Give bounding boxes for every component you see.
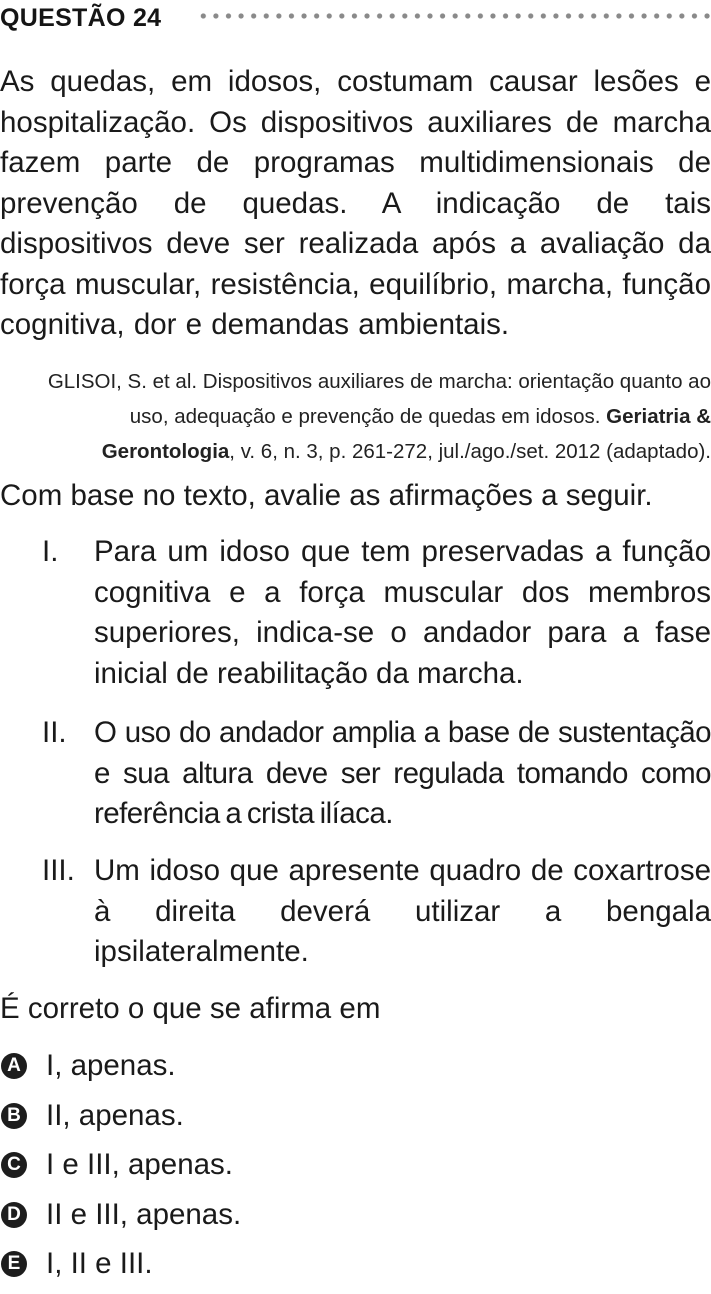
- statement-item: [0, 532, 711, 694]
- option-b[interactable]: [0, 1096, 711, 1146]
- instruction-text: Com base no texto, avalie as afirmações a seguir.: [0, 479, 653, 512]
- source-citation: [14, 364, 711, 469]
- citation-text: GLISOI, S. et al. Dispositivos auxiliares de marcha: orientação quanto ao uso, adequação e prevenção de quedas em idosos.: [47, 370, 711, 428]
- option-d-text: II e III, apenas.: [46, 1197, 242, 1231]
- option-c-text: I e III, apenas.: [46, 1148, 233, 1181]
- option-b-badge: B: [1, 1103, 27, 1129]
- question-stem: As quedas, em idosos, costumam causar lesões e hospitalização. Os dispositivos auxiliares de marcha fazem parte de programas multidimensionais de prevenção de quedas. A indicação de tais dispositivos deve ser realizada após a avaliação da força muscular, resistência, equilíbrio, marcha, função cognitiva, dor e demandas ambientais.: [0, 65, 711, 341]
- option-e-text: I, II e III.: [46, 1247, 153, 1280]
- statement-text: Para um idoso que tem preservadas a função cognitiva e a força muscular dos membros superiores, indica-se o andador para a fase inicial de reabilitação da marcha.: [94, 535, 711, 690]
- option-c[interactable]: [0, 1145, 711, 1195]
- question-title: QUESTÃO 24: [0, 4, 162, 32]
- option-a-text: I, apenas.: [46, 1049, 176, 1082]
- citation-details: , v. 6, n. 3, p. 261-272, jul./ago./set. 2012 (adaptado).: [229, 440, 711, 463]
- statement-numeral: I.: [42, 535, 59, 568]
- option-a-badge: A: [1, 1053, 27, 1079]
- citation-journal: Geriatria & Gerontologia: [101, 405, 711, 463]
- answer-options: [0, 1046, 711, 1294]
- option-e-badge: E: [1, 1251, 27, 1277]
- option-e[interactable]: [0, 1244, 711, 1294]
- option-d-badge: D: [1, 1202, 27, 1228]
- statement-text: Um idoso que apresente quadro de coxartrose à direita deverá utilizar a bengala ipsilateralmente.: [94, 854, 711, 968]
- statement-item: [0, 713, 711, 835]
- statement-numeral: III.: [42, 854, 75, 887]
- question-prompt: É correto o que se afirma em: [0, 992, 381, 1025]
- statement-item: [0, 851, 711, 973]
- option-b-text: II, apenas.: [46, 1098, 184, 1132]
- option-d[interactable]: [0, 1195, 711, 1245]
- option-a[interactable]: [0, 1046, 711, 1096]
- statement-numeral: II.: [42, 716, 67, 749]
- question-header: [0, 2, 711, 36]
- option-c-badge: C: [1, 1152, 27, 1178]
- statement-text: O uso do andador amplia a base de sustentação e sua altura deve ser regulada tomando como referência a crista ilíaca.: [94, 716, 711, 830]
- dotted-separator: [197, 12, 711, 20]
